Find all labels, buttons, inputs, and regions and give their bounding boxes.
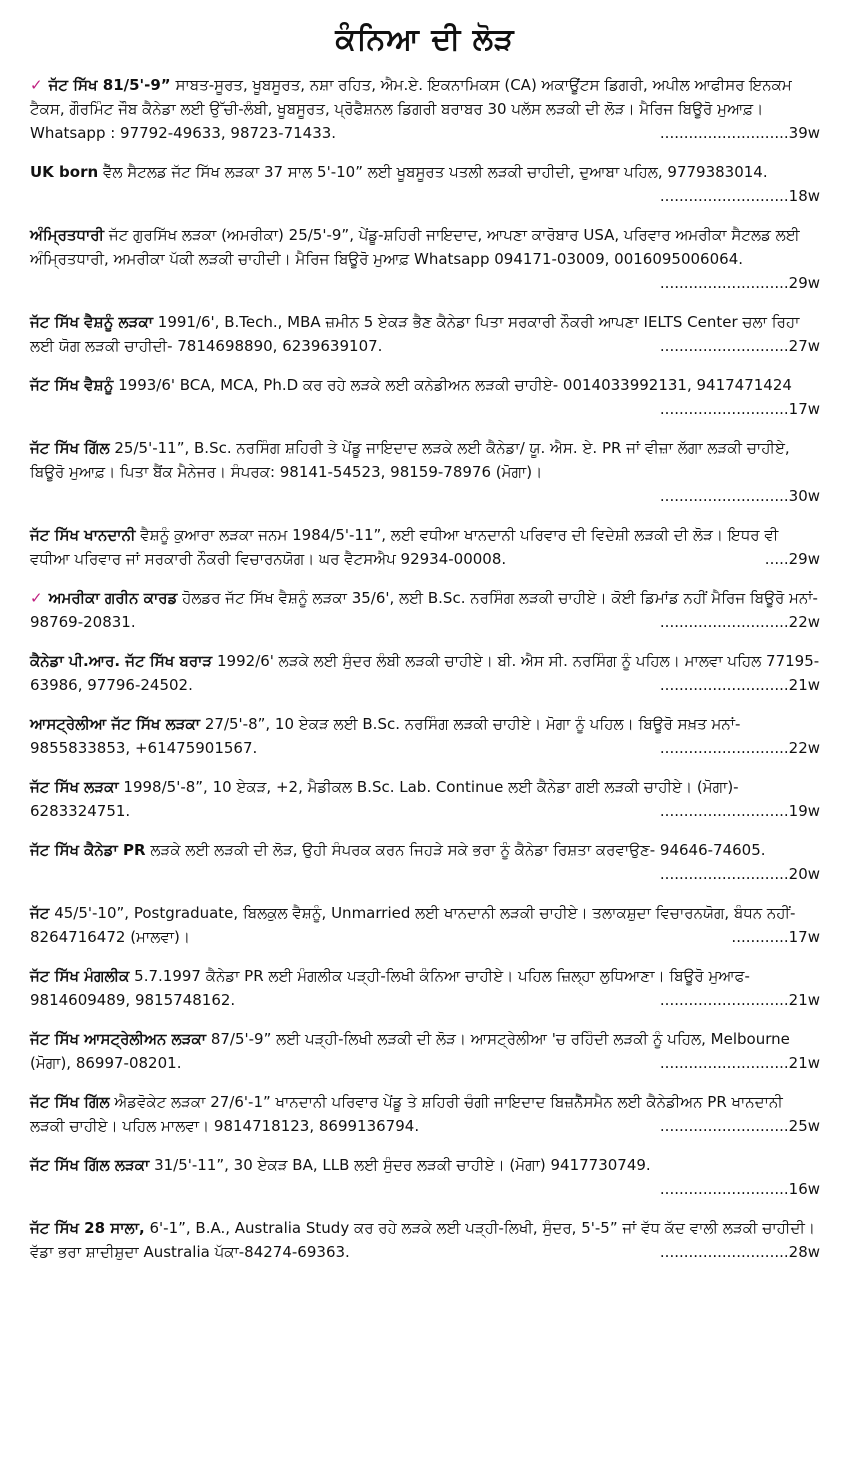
listing-code: ...........................21w (659, 991, 820, 1009)
listing-heading: ਜੱਟ ਸਿੱਖ ਮੰਗਲੀਕ (30, 967, 130, 985)
listings-column (30, 73, 820, 1264)
listing-code: ...........................17w (659, 400, 820, 418)
page-title: ਕੰਨਿਆ ਦੀ ਲੋੜ (335, 22, 515, 57)
listing-code: ...........................21w (659, 676, 820, 694)
listing-heading: ਜੱਟ ਸਿੱਖ ਗਿੱਲ ਲੜਕਾ (30, 1156, 150, 1174)
listing-entry (30, 1153, 820, 1201)
listing-heading: ਅੰਮ੍ਰਿਤਧਾਰੀ (30, 226, 105, 244)
listing-code: ...........................29w (659, 274, 820, 292)
listing-heading: ਅਮਰੀਕਾ ਗਰੀਨ ਕਾਰਡ (48, 589, 178, 607)
listing-heading: ਜੱਟ ਸਿੱਖ 81/5'-9” (48, 76, 171, 94)
listing-code: ...........................25w (659, 1117, 820, 1135)
listing-body: 1998/5'-8”, 10 ਏਕੜ, +2, ਮੈਡੀਕਲ B.Sc. Lab. Continue ਲਈ ਕੈਨੇਡਾ ਗਈ ਲੜਕੀ ਚਾਹੀਏ। (ਮੋਗਾ)- 6283324751. (30, 778, 739, 820)
listing-entry (30, 712, 820, 760)
listing-heading: ਜੱਟ ਸਿੱਖ 28 ਸਾਲਾ, (30, 1219, 145, 1237)
listing-heading: ਜੱਟ (30, 904, 50, 922)
listing-code: ...........................22w (659, 613, 820, 631)
listing-body: 87/5'-9” ਲਈ ਪੜ੍ਹੀ-ਲਿਖੀ ਲੜਕੀ ਦੀ ਲੋੜ। ਆਸਟ੍ਰੇਲੀਆ 'ਚ ਰਹਿੰਦੀ ਲੜਕੀ ਨੂੰ ਪਹਿਲ, Melbourne (ਮੋਗਾ), 86997-08201. (30, 1030, 790, 1072)
listing-body: 25/5'-11”, B.Sc. ਨਰਸਿੰਗ ਸ਼ਹਿਰੀ ਤੇ ਪੇਂਡੂ ਜਾਇਦਾਦ ਲੜਕੇ ਲਈ ਕੈਨੇਡਾ/ ਯੂ. ਐਸ. ਏ. PR ਜਾਂ ਵੀਜ਼ਾ ਲੱਗਾ ਲੜਕੀ ਚਾਹੀਏ, ਬਿਊਰੋ ਮੁਆਫ਼। ਪਿਤਾ ਬੈਂਕ ਮੈਨੇਜਰ। ਸੰਪਰਕ: 98141-54523, 98159-78976 (ਮੋਗਾ)। (30, 439, 790, 481)
listing-body: 45/5'-10”, Postgraduate, ਬਿਲਕੁਲ ਵੈਸ਼ਨੂੰ, Unmarried ਲਈ ਖਾਨਦਾਨੀ ਲੜਕੀ ਚਾਹੀਏ। ਤਲਾਕਸ਼ੁਦਾ ਵਿਚਾਰਨਯੋਗ, ਬੰਧਨ ਨਹੀਂ- 8264716472 (ਮਾਲਵਾ)। (30, 904, 796, 946)
listing-body: ਜੱਟ ਗੁਰਸਿੱਖ ਲੜਕਾ (ਅਮਰੀਕਾ) 25/5'-9”, ਪੇਂਡੂ-ਸ਼ਹਿਰੀ ਜਾਇਦਾਦ, ਆਪਣਾ ਕਾਰੋਬਾਰ USA, ਪਰਿਵਾਰ ਅਮਰੀਕਾ ਸੈਟਲਡ ਲਈ ਅੰਮ੍ਰਿਤਧਾਰੀ, ਅਮਰੀਕਾ ਪੱਕੀ ਲੜਕੀ ਚਾਹੀਦੀ। ਮੈਰਿਜ ਬਿਊਰੋ ਮੁਆਫ਼ Whatsapp 094171-03009, 0016095006064. (30, 226, 800, 268)
listing-entry (30, 1216, 820, 1264)
listing-heading: ਜੱਟ ਸਿੱਖ ਵੈਸ਼ਨੂੰ ਲੜਕਾ (30, 313, 153, 331)
listing-body: ਵੈੱਲ ਸੈਟਲਡ ਜੱਟ ਸਿੱਖ ਲੜਕਾ 37 ਸਾਲ 5'-10” ਲਈ ਖੂਬਸੂਰਤ ਪਤਲੀ ਲੜਕੀ ਚਾਹੀਦੀ, ਦੁਆਬਾ ਪਹਿਲ, 9779383014. (102, 163, 768, 181)
listing-heading: ਜੱਟ ਸਿੱਖ ਖਾਨਦਾਨੀ (30, 526, 136, 544)
listing-entry (30, 310, 820, 358)
listing-body: 1993/6' BCA, MCA, Ph.D ਕਰ ਰਹੇ ਲੜਕੇ ਲਈ ਕਨੇਡੀਅਨ ਲੜਕੀ ਚਾਹੀਏ- 0014033992131, 9417471424 (118, 376, 792, 394)
listing-body: 1991/6', B.Tech., MBA ਜ਼ਮੀਨ 5 ਏਕੜ ਭੈਣ ਕੈਨੇਡਾ ਪਿਤਾ ਸਰਕਾਰੀ ਨੌਕਰੀ ਆਪਣਾ IELTS Center ਚਲਾ ਰਿਹਾ ਲਈ ਯੋਗ ਲੜਕੀ ਚਾਹੀਦੀ- 7814698890, 6239639107. (30, 313, 800, 355)
listing-entry (30, 223, 820, 295)
listing-code: ............17w (731, 928, 820, 946)
listing-heading: ਜੱਟ ਸਿੱਖ ਆਸਟ੍ਰੇਲੀਅਨ ਲੜਕਾ (30, 1030, 207, 1048)
listing-body: 31/5'-11”, 30 ਏਕੜ BA, LLB ਲਈ ਸੁੰਦਰ ਲੜਕੀ ਚਾਹੀਏ। (ਮੋਗਾ) 9417730749. (154, 1156, 651, 1174)
listing-body: 5.7.1997 ਕੈਨੇਡਾ PR ਲਈ ਮੰਗਲੀਕ ਪੜ੍ਹੀ-ਲਿਖੀ ਕੰਨਿਆ ਚਾਹੀਏ। ਪਹਿਲ ਜ਼ਿਲ੍ਹਾ ਲੁਧਿਆਣਾ। ਬਿਊਰੋ ਮੁਆਫ- 9814609489, 9815748162. (30, 967, 750, 1009)
listing-entry (30, 586, 820, 634)
listing-code: ...........................30w (659, 487, 820, 505)
listing-body: ਐਡਵੋਕੇਟ ਲੜਕਾ 27/6'-1” ਖਾਨਦਾਨੀ ਪਰਿਵਾਰ ਪੇਂਡੂ ਤੇ ਸ਼ਹਿਰੀ ਚੰਗੀ ਜਾਇਦਾਦ ਬਿਜ਼ਨੈੱਸਮੈਨ ਲਈ ਕੈਨੇਡੀਅਨ PR ਖਾਨਦਾਨੀ ਲੜਕੀ ਚਾਹੀਏ। ਪਹਿਲ ਮਾਲਵਾ। 9814718123, 8699136794. (30, 1093, 783, 1135)
listing-code: ...........................21w (659, 1054, 820, 1072)
listing-entry (30, 1027, 820, 1075)
listing-entry (30, 1090, 820, 1138)
checkmark-icon: ✓ (30, 589, 43, 607)
listing-entry (30, 523, 820, 571)
listing-heading: ਆਸਟ੍ਰੇਲੀਆ ਜੱਟ ਸਿੱਖ ਲੜਕਾ (30, 715, 201, 733)
listing-code: ...........................27w (659, 337, 820, 355)
listing-code: ...........................18w (659, 187, 820, 205)
listing-code: ...........................28w (659, 1243, 820, 1261)
listing-code: ...........................39w (659, 124, 820, 142)
listing-heading: ਜੱਟ ਸਿੱਖ ਗਿੱਲ (30, 1093, 110, 1111)
listing-body: ਹੋਲਡਰ ਜੱਟ ਸਿੱਖ ਵੈਸ਼ਨੂੰ ਲੜਕਾ 35/6', ਲਈ B.Sc. ਨਰਸਿੰਗ ਲੜਕੀ ਚਾਹੀਏ। ਕੋਈ ਡਿਮਾਂਡ ਨਹੀਂ ਮੈਰਿਜ ਬਿਊਰੋ ਮਨਾਂ- 98769-20831. (30, 589, 818, 631)
listing-body: 6'-1”, B.A., Australia Study ਕਰ ਰਹੇ ਲੜਕੇ ਲਈ ਪੜ੍ਹੀ-ਲਿਖੀ, ਸੁੰਦਰ, 5'-5” ਜਾਂ ਵੱਧ ਕੱਦ ਵਾਲੀ ਲੜਕੀ ਚਾਹੀਦੀ। ਵੱਡਾ ਭਰਾ ਸ਼ਾਦੀਸ਼ੁਦਾ Australia ਪੱਕਾ-84274-69363. (30, 1219, 815, 1261)
listing-body: ਵੈਸ਼ਨੂੰ ਕੁਆਰਾ ਲੜਕਾ ਜਨਮ 1984/5'-11”, ਲਈ ਵਧੀਆ ਖਾਨਦਾਨੀ ਪਰਿਵਾਰ ਦੀ ਵਿਦੇਸ਼ੀ ਲੜਕੀ ਦੀ ਲੋੜ। ਇਧਰ ਵੀ ਵਧੀਆ ਪਰਿਵਾਰ ਜਾਂ ਸਰਕਾਰੀ ਨੌਕਰੀ ਵਿਚਾਰਨਯੋਗ। ਘਰ ਵੈਟਸਐਪ 92934-00008. (30, 526, 779, 568)
listing-entry (30, 901, 820, 949)
listing-body: 27/5'-8”, 10 ਏਕੜ ਲਈ B.Sc. ਨਰਸਿੰਗ ਲੜਕੀ ਚਾਹੀਏ। ਮੋਗਾ ਨੂੰ ਪਹਿਲ। ਬਿਊਰੋ ਸਖ਼ਤ ਮਨਾਂ- 9855833853, +61475901567. (30, 715, 741, 757)
listing-entry (30, 436, 820, 508)
listing-entry (30, 73, 820, 145)
listing-code: ...........................22w (659, 739, 820, 757)
listing-body: ਸਾਬਤ-ਸੂਰਤ, ਖੂਬਸੂਰਤ, ਨਸ਼ਾ ਰਹਿਤ, ਐਮ.ਏ. ਇਕਨਾਮਿਕਸ (CA) ਅਕਾਊਂਟਸ ਡਿਗਰੀ, ਅਪੀਲ ਆਫੀਸਰ ਇਨਕਮ ਟੈਕਸ, ਗੌਰਮਿੰਟ ਜੌਬ ਕੈਨੇਡਾ ਲਈ ਉੱਚੀ-ਲੰਬੀ, ਖੂਬਸੂਰਤ, ਪ੍ਰੋਫੈਸ਼ਨਲ ਡਿਗਰੀ ਬਰਾਬਰ 30 ਪਲੱਸ ਲੜਕੀ ਦੀ ਲੋੜ। ਮੈਰਿਜ ਬਿਊਰੋ ਮੁਆਫ਼। Whatsapp : 97792-49633, 98723-71433. (30, 76, 792, 142)
listing-body: 1992/6' ਲੜਕੇ ਲਈ ਸੁੰਦਰ ਲੰਬੀ ਲੜਕੀ ਚਾਹੀਏ। ਬੀ. ਐਸ ਸੀ. ਨਰਸਿੰਗ ਨੂੰ ਪਹਿਲ। ਮਾਲਵਾ ਪਹਿਲ 77195-63986, 97796-24502. (30, 652, 820, 694)
checkmark-icon: ✓ (30, 76, 43, 94)
listing-code: .....29w (764, 550, 820, 568)
listing-entry (30, 964, 820, 1012)
listing-heading: ਜੱਟ ਸਿੱਖ ਕੈਨੇਡਾ PR (30, 841, 146, 859)
listing-entry (30, 373, 820, 421)
listing-entry (30, 775, 820, 823)
listing-body: ਲੜਕੇ ਲਈ ਲੜਕੀ ਦੀ ਲੋੜ, ਉਹੀ ਸੰਪਰਕ ਕਰਨ ਜਿਹੜੇ ਸਕੇ ਭਰਾ ਨੂੰ ਕੈਨੇਡਾ ਰਿਸ਼ਤਾ ਕਰਵਾਉਣ- 94646-74605. (150, 841, 766, 859)
listing-heading: ਜੱਟ ਸਿੱਖ ਲੜਕਾ (30, 778, 119, 796)
listing-code: ...........................16w (659, 1180, 820, 1198)
listing-heading: ਕੈਨੇਡਾ ਪੀ.ਆਰ. ਜੱਟ ਸਿੱਖ ਬਰਾੜ (30, 652, 213, 670)
listing-code: ...........................20w (659, 865, 820, 883)
listing-heading: UK born (30, 163, 99, 181)
listing-entry (30, 838, 820, 886)
listing-entry (30, 649, 820, 697)
listing-code: ...........................19w (659, 802, 820, 820)
listing-entry (30, 160, 820, 208)
listing-heading: ਜੱਟ ਸਿੱਖ ਗਿੱਲ (30, 439, 110, 457)
listing-heading: ਜੱਟ ਸਿੱਖ ਵੈਸ਼ਨੂੰ (30, 376, 114, 394)
